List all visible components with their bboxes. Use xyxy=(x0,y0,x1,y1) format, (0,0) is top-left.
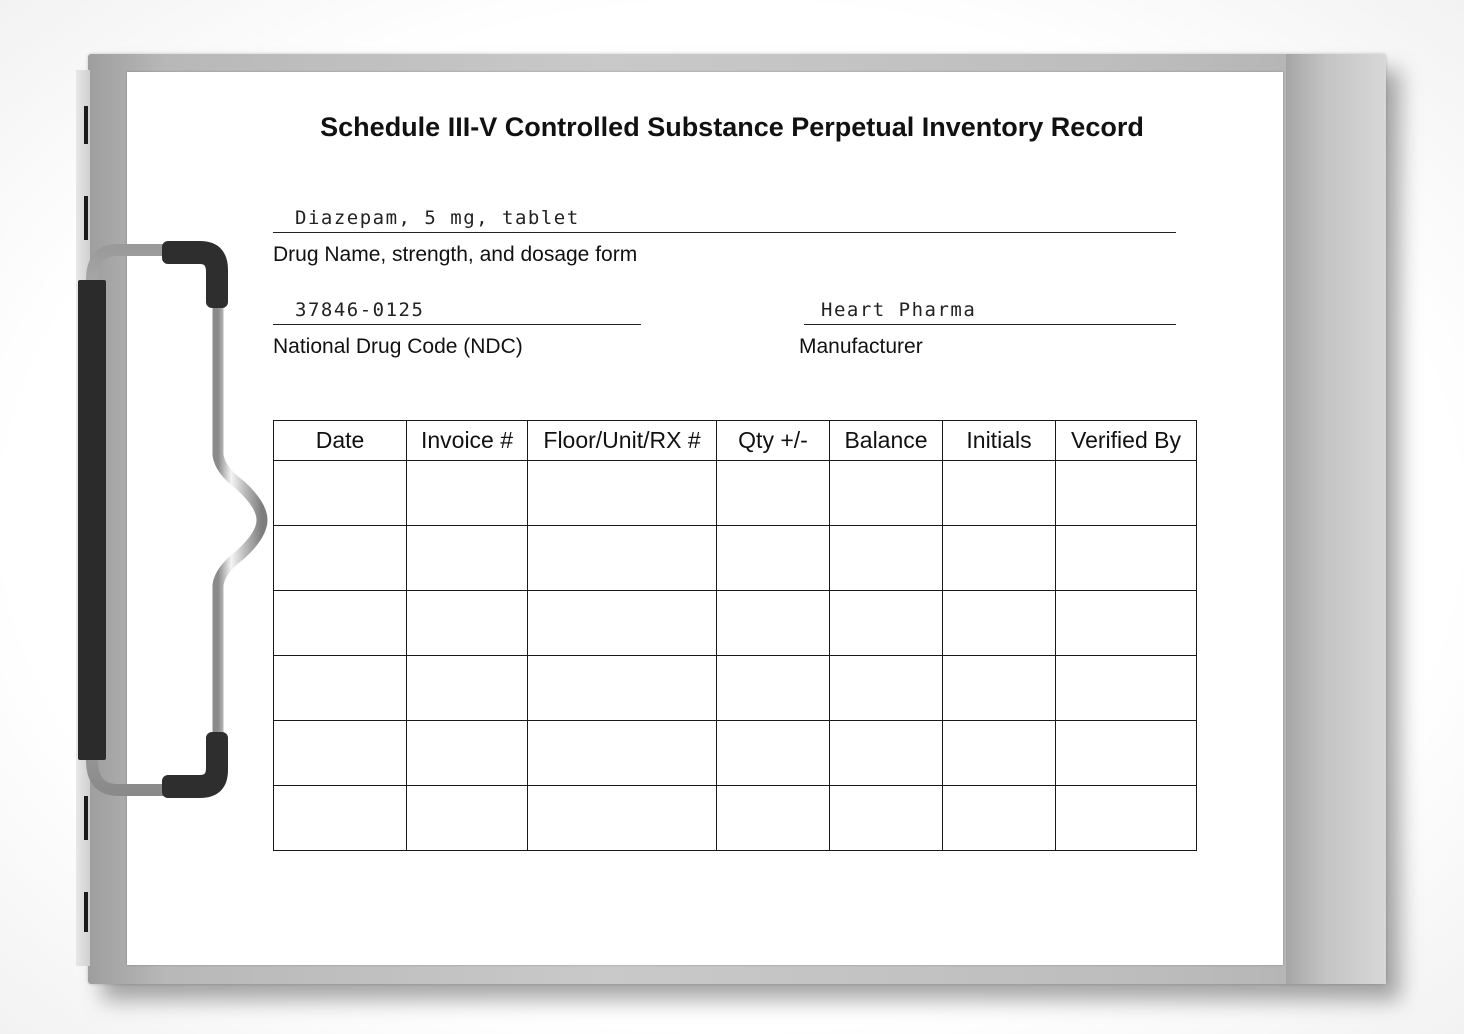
record-title: Schedule III-V Controlled Substance Perpetual Inventory Record xyxy=(320,112,1144,142)
column-header-invoice: Invoice # xyxy=(407,421,528,461)
column-header-verified-by: Verified By xyxy=(1056,421,1197,461)
manufacturer-label: Manufacturer xyxy=(799,335,923,358)
column-header-initials: Initials xyxy=(943,421,1056,461)
ndc-label: National Drug Code (NDC) xyxy=(273,335,523,358)
ndc-value[interactable]: 37846-0125 xyxy=(295,299,425,321)
column-header-date: Date xyxy=(274,421,407,461)
manufacturer-value[interactable]: Heart Pharma xyxy=(821,299,977,321)
column-header-balance: Balance xyxy=(830,421,943,461)
clip-handle xyxy=(78,280,106,760)
clip-cap-bottom xyxy=(168,738,222,792)
drug-name-value[interactable]: Diazepam, 5 mg, tablet xyxy=(295,207,580,229)
column-header-qty: Qty +/- xyxy=(717,421,830,461)
column-header-floor-unit-rx: Floor/Unit/RX # xyxy=(528,421,717,461)
drug-name-label: Drug Name, strength, and dosage form xyxy=(273,243,638,266)
clip-cap-top xyxy=(168,247,222,302)
clip-arm xyxy=(218,300,262,740)
